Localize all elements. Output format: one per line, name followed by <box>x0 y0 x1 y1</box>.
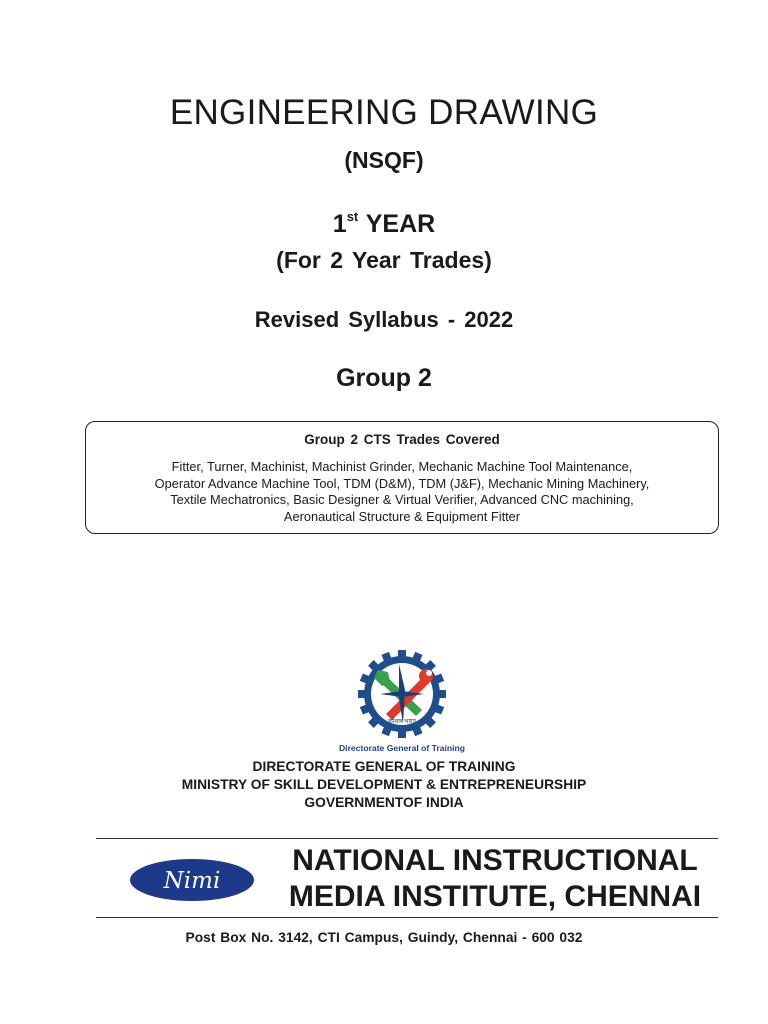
trades-line: Operator Advance Machine Tool, TDM (D&M), TDM (J&F), Mechanic Mining Machinery, <box>154 475 650 491</box>
trades-line: Textile Mechatronics, Basic Designer & Virtual Verifier, Advanced CNC machining, <box>170 492 634 507</box>
dgt-logo-inner-text: कौशल भारत <box>388 718 416 725</box>
publisher-name-line: NATIONAL INSTRUCTIONAL <box>292 844 698 877</box>
trades-covered-box <box>85 421 719 534</box>
syllabus-line: Revised Syllabus - 2022 <box>254 307 514 332</box>
dgt-logo <box>338 650 466 755</box>
authority-block <box>0 758 768 812</box>
nsqf-subtitle: (NSQF) <box>344 147 424 173</box>
authority-line: DIRECTORATE GENERAL OF TRAINING <box>252 759 516 774</box>
publisher-name-line: MEDIA INSTITUTE, CHENNAI <box>288 880 702 913</box>
trades-line: Fitter, Turner, Machinist, Machinist Grinder, Mechanic Machine Tool Maintenance, <box>171 459 633 474</box>
trades-list <box>86 459 718 525</box>
divider-top <box>96 838 718 839</box>
publisher-name <box>272 843 718 915</box>
year-word: YEAR <box>365 210 436 238</box>
nimi-logo <box>128 857 256 903</box>
authority-line: MINISTRY OF SKILL DEVELOPMENT & ENTREPRENEURSHIP <box>181 777 587 792</box>
year-number: 1 <box>332 210 347 238</box>
year-suffix: st <box>346 209 359 224</box>
group-heading: Group 2 <box>336 364 432 392</box>
book-title: ENGINEERING DRAWING <box>169 93 599 132</box>
authority-line: GOVERNMENTOF INDIA <box>304 795 464 810</box>
publisher-address: Post Box No. 3142, CTI Campus, Guindy, Chennai - 600 032 <box>185 930 583 945</box>
trades-duration-note: (For 2 Year Trades) <box>276 247 492 273</box>
year-heading <box>0 209 768 239</box>
trades-box-heading: Group 2 CTS Trades Covered <box>304 432 500 447</box>
nimi-logo-text: Nimi <box>163 868 221 894</box>
dgt-logo-caption: Directorate General of Training <box>338 743 466 753</box>
trades-line: Aeronautical Structure & Equipment Fitter <box>283 508 521 524</box>
divider-bottom <box>96 917 718 918</box>
